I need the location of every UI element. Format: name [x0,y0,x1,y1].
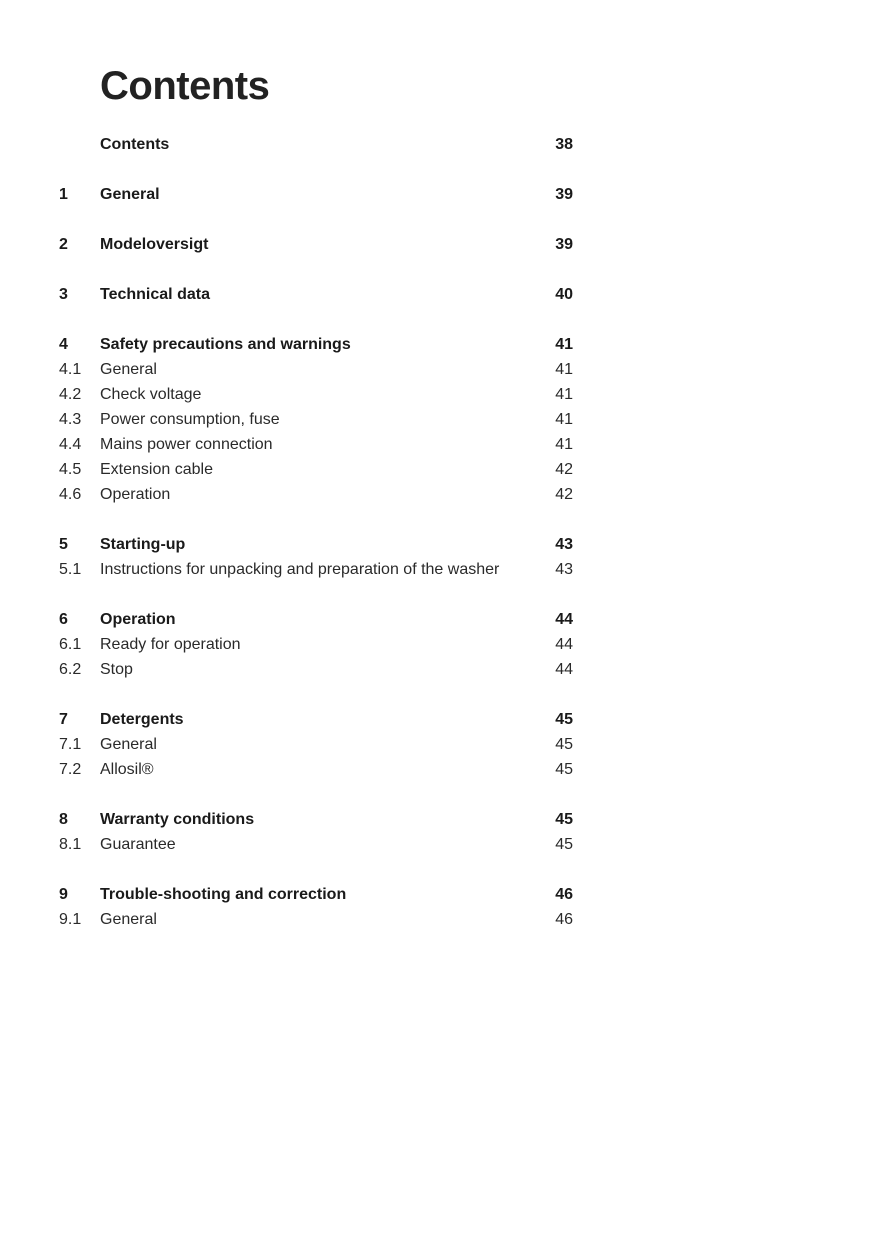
toc-subentry[interactable] [0,382,875,407]
toc-subentry[interactable] [0,832,875,857]
toc-entry-page: 44 [555,611,573,628]
toc-entry-number: 8.1 [59,836,82,853]
toc-entry[interactable] [0,532,875,557]
toc-entry-number: 8 [59,811,68,828]
toc-entry-number: 9.1 [59,911,82,928]
toc-entry[interactable] [0,607,875,632]
toc-entry-page: 41 [555,336,573,353]
toc-entry-title: Check voltage [100,386,202,403]
toc-entry-title: Detergents [100,711,184,728]
toc-entry-title: General [100,911,157,928]
toc-entry-page: 40 [555,286,573,303]
toc-entry-title: Mains power connection [100,436,273,453]
toc-entry-title: Ready for operation [100,636,241,653]
toc-entry-number: 5 [59,536,68,553]
toc-entry-page: 43 [555,561,573,578]
toc-entry-title: Stop [100,661,133,678]
toc-entry-number: 3 [59,286,68,303]
toc-entry-number: 7 [59,711,68,728]
toc-entry-page: 39 [555,236,573,253]
toc-entry-number: 4.2 [59,386,82,403]
toc-entry-title: Operation [100,486,171,503]
toc-entry-number: 5.1 [59,561,82,578]
toc-entry-number: 4 [59,336,68,353]
toc-subentry[interactable] [0,907,875,932]
toc-entry-title: Guarantee [100,836,176,853]
toc-entry-title: Starting-up [100,536,186,553]
page-title: Contents [100,64,270,108]
toc-entry-number: 1 [59,186,68,203]
table-of-contents [0,132,875,932]
toc-entry-page: 45 [555,736,573,753]
toc-entry[interactable] [0,807,875,832]
toc-subentry[interactable] [0,482,875,507]
toc-entry-title: Operation [100,611,176,628]
toc-entry[interactable] [0,132,875,157]
toc-subentry[interactable] [0,557,875,582]
toc-entry-title: Power consumption, fuse [100,411,280,428]
toc-entry-page: 45 [555,711,573,728]
toc-entry-title: Extension cable [100,461,213,478]
toc-entry-title: Safety precautions and warnings [100,336,351,353]
toc-entry-number: 6 [59,611,68,628]
toc-entry-page: 38 [555,136,573,153]
toc-entry-page: 43 [555,536,573,553]
toc-entry-title: Contents [100,136,170,153]
toc-entry[interactable] [0,882,875,907]
toc-entry-page: 45 [555,811,573,828]
toc-entry-number: 4.1 [59,361,82,378]
toc-subentry[interactable] [0,757,875,782]
toc-entry-number: 6.2 [59,661,82,678]
toc-entry-page: 44 [555,661,573,678]
toc-entry[interactable] [0,182,875,207]
toc-entry[interactable] [0,707,875,732]
toc-entry-page: 42 [555,486,573,503]
toc-entry-title: Instructions for unpacking and preparation of the washer [100,561,500,578]
toc-entry-number: 7.1 [59,736,82,753]
toc-entry-title: Warranty conditions [100,811,255,828]
toc-entry-page: 45 [555,836,573,853]
toc-entry-title: General [100,736,157,753]
toc-entry-page: 45 [555,761,573,778]
toc-entry-page: 41 [555,411,573,428]
toc-subentry[interactable] [0,357,875,382]
toc-entry-title: General [100,361,157,378]
toc-subentry[interactable] [0,657,875,682]
toc-entry-number: 4.5 [59,461,82,478]
toc-entry-page: 44 [555,636,573,653]
toc-subentry[interactable] [0,407,875,432]
toc-entry-page: 41 [555,361,573,378]
toc-subentry[interactable] [0,432,875,457]
toc-entry[interactable] [0,282,875,307]
toc-entry-number: 2 [59,236,68,253]
toc-entry-title: Trouble-shooting and correction [100,886,347,903]
toc-subentry[interactable] [0,632,875,657]
toc-entry-number: 9 [59,886,68,903]
toc-subentry[interactable] [0,732,875,757]
toc-entry-page: 46 [555,911,573,928]
toc-entry-number: 7.2 [59,761,82,778]
toc-entry[interactable] [0,232,875,257]
toc-entry-page: 42 [555,461,573,478]
toc-entry-page: 41 [555,436,573,453]
toc-entry-page: 46 [555,886,573,903]
toc-entry-number: 4.4 [59,436,82,453]
toc-entry-page: 41 [555,386,573,403]
toc-entry-title: General [100,186,160,203]
toc-entry-number: 6.1 [59,636,82,653]
toc-entry-title: Allosil® [100,761,154,778]
toc-entry-page: 39 [555,186,573,203]
toc-entry-title: Technical data [100,286,210,303]
toc-entry-number: 4.6 [59,486,82,503]
toc-subentry[interactable] [0,457,875,482]
toc-entry-title: Modeloversigt [100,236,209,253]
toc-entry[interactable] [0,332,875,357]
toc-entry-number: 4.3 [59,411,82,428]
